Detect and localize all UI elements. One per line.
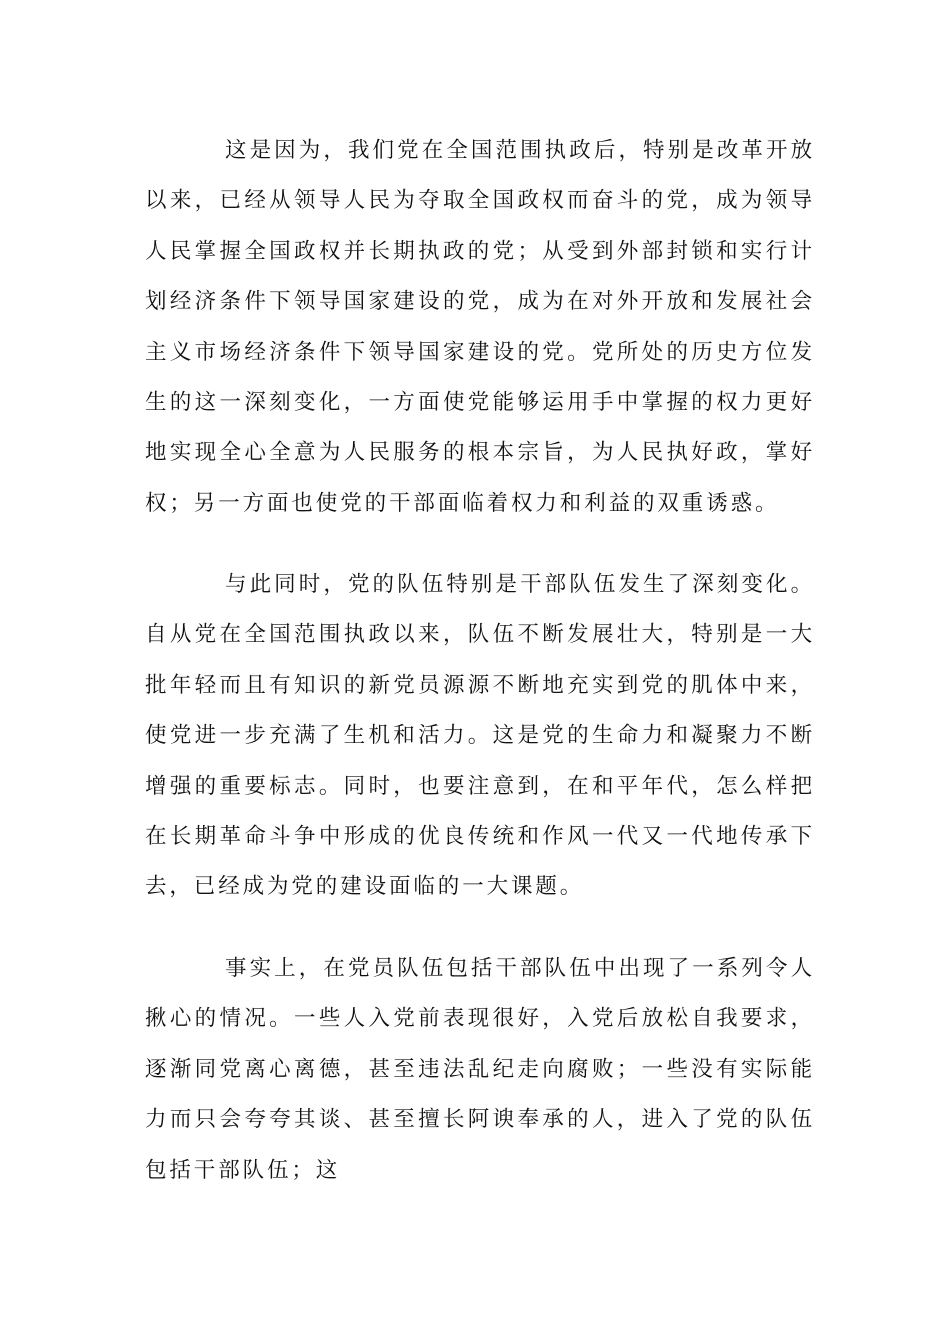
paragraph-2: 与此同时，党的队伍特别是干部队伍发生了深刻变化。自从党在全国范围执政以来，队伍不断发展壮大，特别是一大批年轻而且有知识的新党员源源不断地充实到党的肌体中来，使党进一步充满了生机和活力。这是党的生命力和凝聚力不断增强的重要标志。同时，也要注意到，在和平年代，怎么样把在长期革命斗争中形成的优良传统和作风一代又一代地传承下去，已经成为党的建设面临的一大课题。 [145, 572, 815, 900]
paragraph-3: 事实上，在党员队伍包括干部队伍中出现了一系列令人揪心的情况。一些人入党前表现很好，入党后放松自我要求，逐渐同党离心离德，甚至违法乱纪走向腐败；一些没有实际能力而只会夸夸其谈、甚至擅长阿谀奉承的人，进入了党的队伍包括干部队伍；这 [145, 956, 815, 1183]
paragraph-1: 这是因为，我们党在全国范围执政后，特别是改革开放以来，已经从领导人民为夺取全国政权而奋斗的党，成为领导人民掌握全国政权并长期执政的党；从受到外部封锁和实行计划经济条件下领导国家建设的党，成为在对外开放和发展社会主义市场经济条件下领导国家建设的党。党所处的历史方位发生的这一深刻变化，一方面使党能够运用手中掌握的权力更好地实现全心全意为人民服务的根本宗旨，为人民执好政，掌好权；另一方面也使党的干部面临着权力和利益的双重诱惑。 [145, 138, 815, 516]
